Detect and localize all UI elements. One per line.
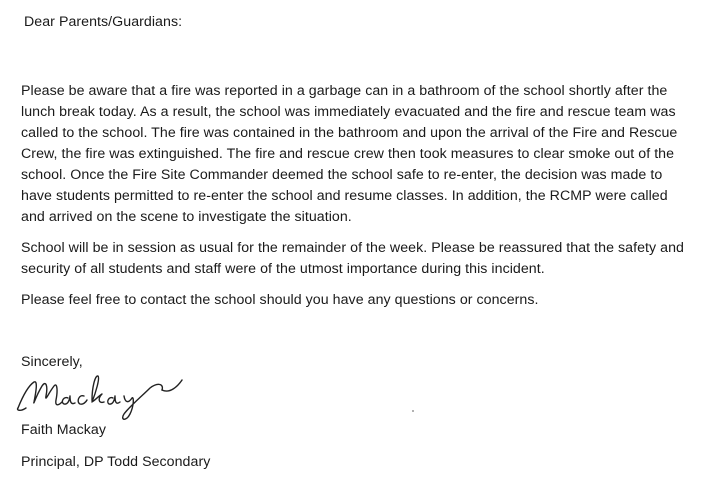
closing: Sincerely, <box>21 354 83 370</box>
paragraph-line: lunch break today. As a result, the school was immediately evacuated and the fire and rescue team was <box>21 104 676 120</box>
scan-speck <box>412 410 414 412</box>
paragraph-line: Please feel free to contact the school should you have any questions or concerns. <box>21 292 539 308</box>
paragraph-line: called to the school. The fire was contained in the bathroom and upon the arrival of the Fire and Rescue <box>21 125 678 141</box>
paragraph-line: Crew, the fire was extinguished. The fire and rescue crew then took measures to clear smoke out of the <box>21 146 675 162</box>
signer-title: Principal, DP Todd Secondary <box>21 454 211 470</box>
paragraph-line: School will be in session as usual for the remainder of the week. Please be reassured that the safety and <box>21 240 684 256</box>
paragraph-line: school. Once the Fire Site Commander deemed the school safe to re-enter, the decision was made to <box>21 167 663 183</box>
handwritten-signature <box>12 372 187 424</box>
signer-name: Faith Mackay <box>21 422 106 438</box>
salutation: Dear Parents/Guardians: <box>24 14 183 30</box>
paragraph-line: have students permitted to re-enter the school and resume classes. In addition, the RCMP were called <box>21 188 668 204</box>
paragraph-line: Please be aware that a fire was reported in a garbage can in a bathroom of the school shortly after the <box>21 83 668 99</box>
paragraph-line: security of all students and staff were of the utmost importance during this incident. <box>21 261 545 277</box>
paragraph-line: and arrived on the scene to investigate the situation. <box>21 209 352 225</box>
